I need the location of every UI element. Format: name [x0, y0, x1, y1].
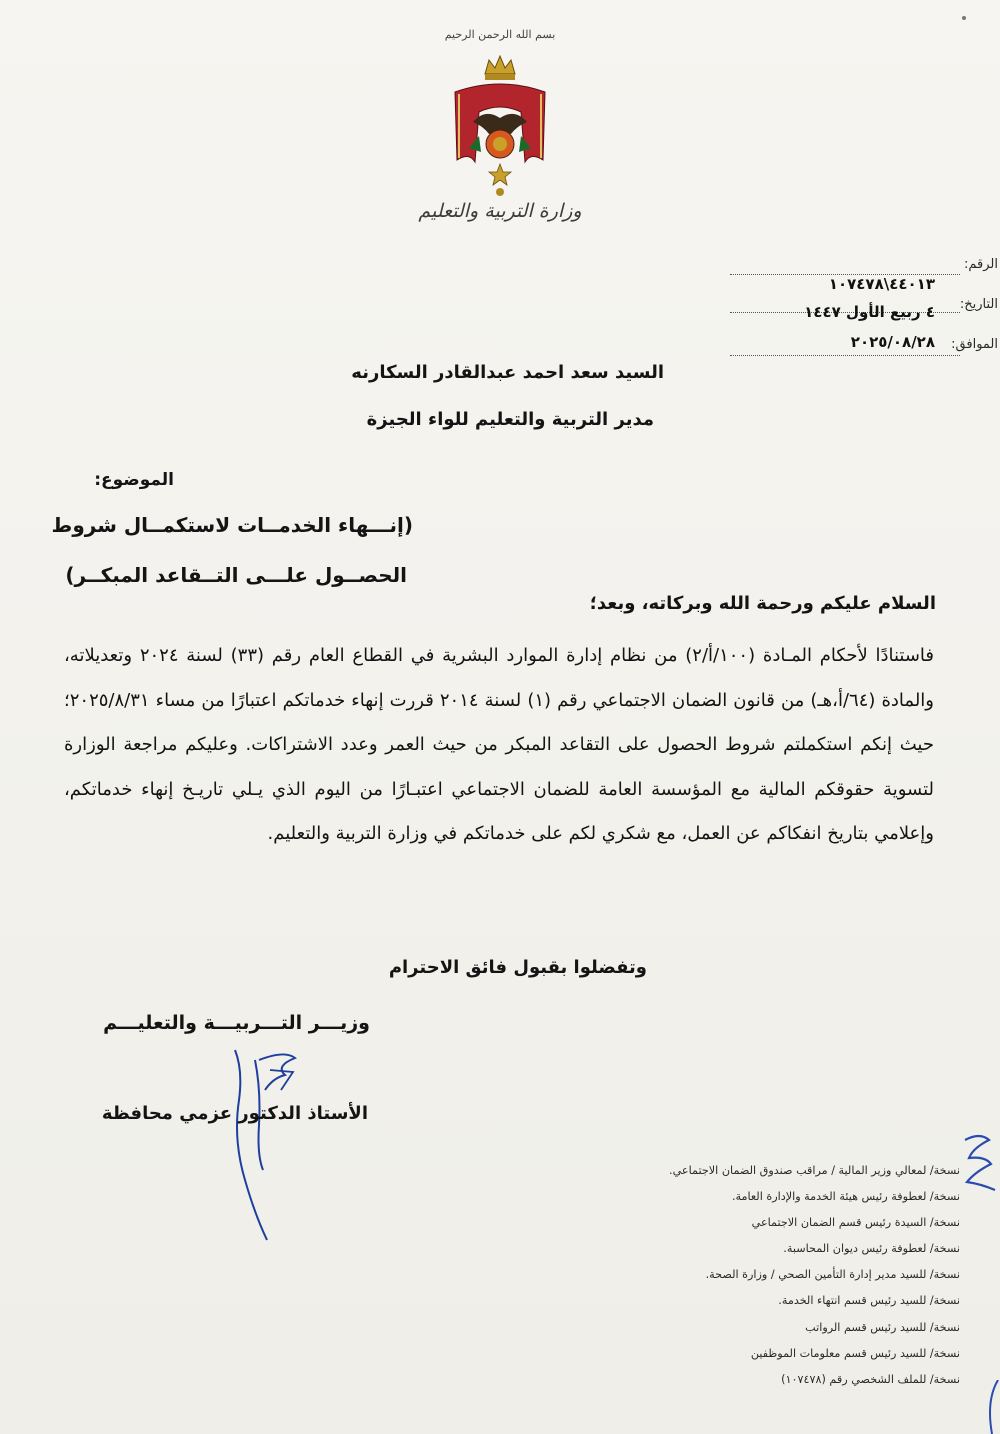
- royal-crest-icon: [445, 52, 555, 202]
- edge-pen-mark-icon: [978, 1380, 1000, 1434]
- copy-item: نسخة/ لمعالي وزير المالية / مراقب صندوق الضمان الاجتماعي.: [669, 1164, 960, 1177]
- signatory-name: الأستاذ الدكتور عزمي محافظة: [101, 1103, 368, 1124]
- subject-label: الموضوع:: [94, 470, 174, 490]
- subject-line-1: (إنـــهاء الخدمــات لاستكمــال شروط: [51, 513, 413, 537]
- copies-list: [400, 1158, 960, 1393]
- signatory-title: وزيـــر التـــربيـــة والتعليـــم: [103, 1012, 370, 1034]
- copy-item: نسخة/ للسيد مدير إدارة التأمين الصحي / وزارة الصحة.: [705, 1268, 960, 1282]
- addressee-title: مدير التربية والتعليم للواء الجيزة: [366, 409, 654, 430]
- copy-item: نسخة/ للسيد رئيس قسم الرواتب: [805, 1320, 960, 1334]
- copy-item: نسخة/ لعطوفة رئيس هيئة الخدمة والإدارة العامة.: [731, 1190, 960, 1204]
- hijri-date-value: ٤ ربيع الأول ١٤٤٧: [804, 303, 935, 321]
- ministry-logo-text: وزارة التربية والتعليم: [418, 200, 582, 222]
- basmala-text: بسم الله الرحمن الرحيم: [444, 28, 556, 41]
- copy-item: نسخة/ للسيد رئيس قسم انتهاء الخدمة.: [778, 1294, 960, 1308]
- reference-number-label: الرقم:: [964, 257, 998, 272]
- body-paragraph: فاستنادًا لأحكام المـادة (١٠٠/أ/٢) من نظام إدارة الموارد البشرية في القطاع العام رقم (٣٣) لسنة ٢٠٢٤ وتعديلاته، والمادة (٦٤/أ،هـ) من قانون الضمان الاجتماعي رقم (١) لسنة ٢٠١٤ قررت إنهاء خدماتكم اعتبارًا من مساء ٢٠٢٥/٨/٣١؛ حيث إنكم استكملتم شروط الحصول على التقاعد المبكر من حيث العمر وعدد الاشتراكات. وعليكم مراجعة الوزارة لتسوية حقوقكم المالية مع المؤسسة العامة للضمان الاجتماعي اعتبـارًا من اليوم الذي يـلي تاريـخ إنهاء خدماتكم، وإعلامي بتاريخ انفكاكم عن العمل، مع شكري لكم على خدماتكم في وزارة التربية والتعليم.: [64, 645, 935, 844]
- dotted-line: [730, 354, 960, 356]
- gregorian-date-value: ٢٠٢٥/٠٨/٢٨: [850, 333, 935, 351]
- greeting: السلام عليكم ورحمة الله وبركاته، وبعد؛: [589, 593, 936, 614]
- initials-mark-icon: [955, 1128, 1000, 1198]
- copy-item: نسخة/ للملف الشخصي رقم (١٠٧٤٧٨): [781, 1372, 960, 1386]
- scan-speck: [962, 16, 966, 20]
- closing-line: وتفضلوا بقبول فائق الاحترام: [388, 957, 647, 978]
- corresponding-date-label: الموافق:: [951, 337, 998, 352]
- letterhead: [395, 22, 625, 237]
- copy-item: نسخة/ السيدة رئيس قسم الضمان الاجتماعي: [751, 1216, 960, 1230]
- reference-number-value: ٤٤٠١٣\١٠٧٤٧٨: [828, 275, 935, 293]
- handwritten-signature-icon: [215, 1030, 325, 1250]
- copy-item: نسخة/ للسيد رئيس قسم معلومات الموظفين: [750, 1346, 960, 1360]
- subject-line-2: الحصــول علـــى التــقاعد المبكــر): [65, 563, 407, 587]
- date-label: التاريخ:: [959, 297, 998, 312]
- reference-block: [700, 255, 1000, 365]
- addressee-name: السيد سعد احمد عبدالقادر السكارنه: [351, 362, 664, 383]
- copy-item: نسخة/ لعطوفة رئيس ديوان المحاسبة.: [783, 1242, 960, 1256]
